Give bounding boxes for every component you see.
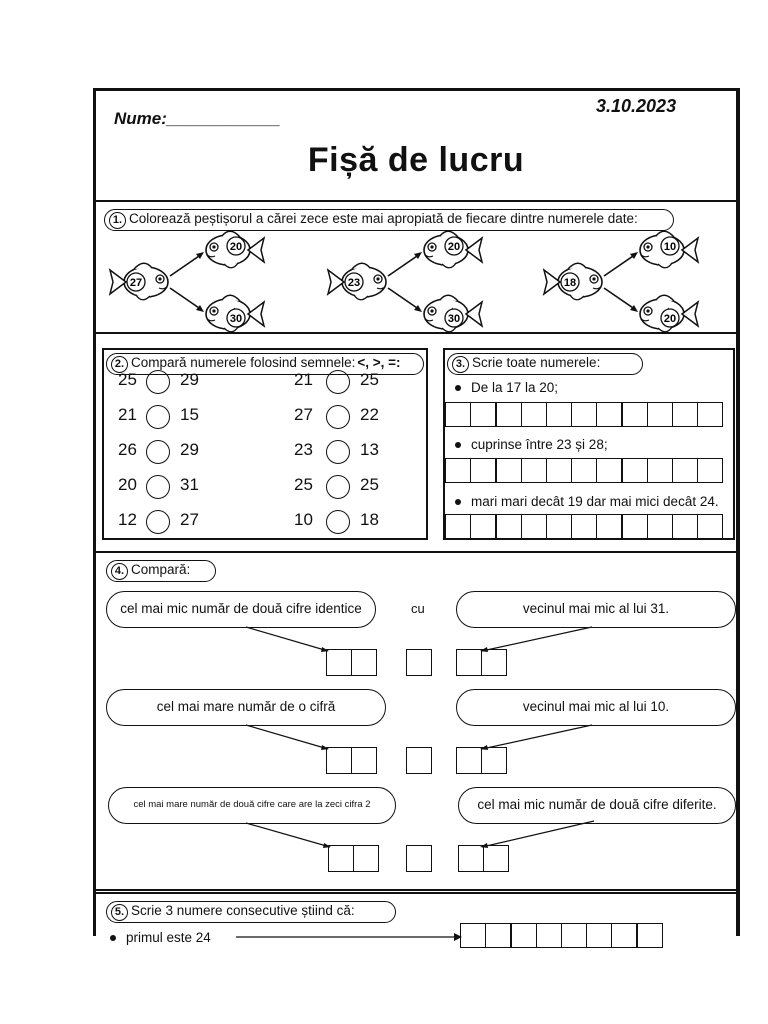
exercise-3-box bbox=[443, 348, 735, 540]
answer-box[interactable] bbox=[326, 747, 352, 774]
sign-box[interactable] bbox=[406, 649, 432, 676]
fish-bottom-number[interactable]: 30 bbox=[447, 313, 461, 325]
grid-cell[interactable] bbox=[621, 402, 647, 427]
comparison-signs: <, >, =: bbox=[357, 355, 401, 370]
grid-cell[interactable] bbox=[521, 458, 547, 483]
exercise-4-box bbox=[96, 551, 738, 891]
compare-number-left: 25 bbox=[294, 475, 313, 494]
exercise-3-instruction: 3. Scrie toate numerele: bbox=[447, 353, 643, 375]
sign-box[interactable] bbox=[406, 845, 432, 872]
answer-box[interactable] bbox=[328, 845, 354, 872]
date-label: 3.10.2023 bbox=[596, 96, 677, 116]
answer-grid-2[interactable] bbox=[445, 458, 722, 483]
answer-box[interactable] bbox=[483, 845, 509, 872]
fish-bottom-number[interactable]: 30 bbox=[229, 313, 243, 325]
answer-box[interactable] bbox=[326, 649, 352, 676]
grid-cell[interactable] bbox=[647, 402, 673, 427]
exercise-5-number: 5. bbox=[111, 904, 128, 921]
compare-sign-circle[interactable] bbox=[146, 370, 170, 394]
grid-cell[interactable] bbox=[672, 458, 698, 483]
grid-cell[interactable] bbox=[521, 514, 547, 539]
compare-number-right: 22 bbox=[360, 405, 379, 424]
exercise-4-instruction: 4. Compară: bbox=[106, 560, 216, 582]
grid-cell[interactable] bbox=[697, 402, 723, 427]
compare-number-right: 31 bbox=[180, 475, 199, 494]
grid-cell[interactable] bbox=[697, 514, 723, 539]
compare-sign-circle[interactable] bbox=[146, 440, 170, 464]
compare-number-right: 15 bbox=[180, 405, 199, 424]
answer-box[interactable] bbox=[481, 649, 507, 676]
fish-group-3 bbox=[544, 231, 698, 332]
grid-cell[interactable] bbox=[485, 923, 511, 948]
fish-main-number[interactable]: 23 bbox=[347, 277, 361, 289]
answer-box[interactable] bbox=[456, 649, 482, 676]
fish-illustrations bbox=[96, 228, 738, 336]
exercise-2-box bbox=[102, 348, 428, 540]
fish-top-number[interactable]: 20 bbox=[447, 241, 461, 253]
fish-main-number[interactable]: 27 bbox=[129, 277, 143, 289]
sign-box[interactable] bbox=[406, 747, 432, 774]
grid-cell[interactable] bbox=[621, 514, 647, 539]
grid-cell[interactable] bbox=[571, 402, 597, 427]
cu-label: cu bbox=[411, 601, 425, 616]
grid-cell[interactable] bbox=[470, 514, 496, 539]
exercise-1-number: 1. bbox=[109, 212, 126, 229]
grid-cell[interactable] bbox=[647, 514, 673, 539]
compare-number-left: 21 bbox=[118, 405, 137, 424]
fish-top-number[interactable]: 10 bbox=[663, 241, 677, 253]
compare-sign-circle[interactable] bbox=[146, 405, 170, 429]
grid-cell[interactable] bbox=[445, 402, 471, 427]
answer-grid-5[interactable] bbox=[460, 923, 662, 948]
exercise-2-number: 2. bbox=[111, 356, 128, 373]
grid-cell[interactable] bbox=[510, 923, 536, 948]
compare-number-right: 25 bbox=[360, 370, 379, 389]
answer-box[interactable] bbox=[353, 845, 379, 872]
fish-bottom-number[interactable]: 20 bbox=[663, 313, 677, 325]
compare-number-right: 27 bbox=[180, 510, 199, 529]
grid-cell[interactable] bbox=[647, 458, 673, 483]
fish-group-1 bbox=[110, 231, 264, 332]
compare-sign-circle[interactable] bbox=[326, 405, 350, 429]
compare-sign-circle[interactable] bbox=[326, 370, 350, 394]
exercise-5-box bbox=[96, 892, 738, 952]
grid-cell[interactable] bbox=[611, 923, 637, 948]
fish-group-2 bbox=[328, 231, 482, 332]
exercise-4-number: 4. bbox=[111, 563, 128, 580]
comparison-right-phrase: vecinul mai mic al lui 10. bbox=[456, 689, 736, 726]
comparison-right-phrase: vecinul mai mic al lui 31. bbox=[456, 591, 736, 628]
grid-cell[interactable] bbox=[546, 514, 572, 539]
comparison-left-phrase: cel mai mare număr de o cifră bbox=[106, 689, 386, 726]
exercise-5-instruction: 5. Scrie 3 numere consecutive știind că: bbox=[106, 901, 396, 923]
name-field-label: Nume:____________ bbox=[114, 109, 281, 128]
grid-cell[interactable] bbox=[571, 458, 597, 483]
list-item: mari mari decât 19 dar mai mici decât 24. bbox=[455, 494, 719, 509]
grid-cell[interactable] bbox=[470, 458, 496, 483]
grid-cell[interactable] bbox=[495, 514, 521, 539]
list-item: primul este 24 bbox=[110, 930, 211, 945]
grid-cell[interactable] bbox=[596, 514, 622, 539]
compare-number-left: 27 bbox=[294, 405, 313, 424]
compare-number-right: 29 bbox=[180, 440, 199, 459]
grid-cell[interactable] bbox=[546, 458, 572, 483]
grid-cell[interactable] bbox=[672, 514, 698, 539]
grid-cell[interactable] bbox=[536, 923, 562, 948]
comparison-right-phrase: cel mai mic număr de două cifre diferite. bbox=[458, 787, 736, 824]
compare-sign-circle[interactable] bbox=[326, 510, 350, 534]
exercise-3-number: 3. bbox=[452, 356, 469, 373]
grid-cell[interactable] bbox=[546, 402, 572, 427]
compare-number-left: 12 bbox=[118, 510, 137, 529]
grid-cell[interactable] bbox=[672, 402, 698, 427]
compare-sign-circle[interactable] bbox=[146, 475, 170, 499]
compare-number-left: 21 bbox=[294, 370, 313, 389]
compare-number-left: 10 bbox=[294, 510, 313, 529]
page-title: Fișă de lucru bbox=[307, 141, 525, 179]
grid-cell[interactable] bbox=[697, 458, 723, 483]
grid-cell[interactable] bbox=[636, 923, 662, 948]
exercise-2-instruction: 2. Compară numerele folosind semnele: <, >, =: bbox=[106, 353, 424, 375]
grid-cell[interactable] bbox=[596, 402, 622, 427]
compare-number-left: 26 bbox=[118, 440, 137, 459]
compare-number-left: 23 bbox=[294, 440, 313, 459]
list-item: De la 17 la 20; bbox=[455, 380, 558, 395]
compare-number-left: 25 bbox=[118, 370, 137, 389]
grid-cell[interactable] bbox=[445, 514, 471, 539]
fish-main-number[interactable]: 18 bbox=[563, 277, 577, 289]
compare-number-left: 20 bbox=[118, 475, 137, 494]
exercise-1-instruction: 1. Colorează peștișorul a cărei zece este mai apropiată de fiecare dintre numerele date: bbox=[104, 209, 674, 231]
answer-box[interactable] bbox=[351, 747, 377, 774]
grid-cell[interactable] bbox=[571, 514, 597, 539]
worksheet bbox=[93, 88, 740, 945]
answer-grid-3[interactable] bbox=[445, 514, 722, 539]
comparison-left-phrase: cel mai mare număr de două cifre care are la zeci cifra 2 bbox=[108, 787, 396, 824]
compare-number-right: 18 bbox=[360, 510, 379, 529]
grid-cell[interactable] bbox=[596, 458, 622, 483]
compare-number-right: 29 bbox=[180, 370, 199, 389]
answer-box[interactable] bbox=[481, 747, 507, 774]
grid-cell[interactable] bbox=[460, 923, 486, 948]
grid-cell[interactable] bbox=[621, 458, 647, 483]
grid-cell[interactable] bbox=[586, 923, 612, 948]
answer-box[interactable] bbox=[456, 747, 482, 774]
compare-number-right: 13 bbox=[360, 440, 379, 459]
compare-number-right: 25 bbox=[360, 475, 379, 494]
answer-box[interactable] bbox=[458, 845, 484, 872]
compare-sign-circle[interactable] bbox=[326, 475, 350, 499]
exercise-1-box bbox=[96, 200, 738, 334]
fish-top-number[interactable]: 20 bbox=[229, 241, 243, 253]
answer-grid-1[interactable] bbox=[445, 402, 722, 427]
list-item: cuprinse între 23 și 28; bbox=[455, 437, 608, 452]
grid-cell[interactable] bbox=[495, 458, 521, 483]
comparison-left-phrase: cel mai mic număr de două cifre identice bbox=[106, 591, 376, 628]
grid-cell[interactable] bbox=[521, 402, 547, 427]
grid-cell[interactable] bbox=[445, 458, 471, 483]
grid-cell[interactable] bbox=[470, 402, 496, 427]
compare-sign-circle[interactable] bbox=[146, 510, 170, 534]
grid-cell[interactable] bbox=[495, 402, 521, 427]
grid-cell[interactable] bbox=[561, 923, 587, 948]
compare-sign-circle[interactable] bbox=[326, 440, 350, 464]
arrow-line bbox=[236, 930, 466, 944]
answer-box[interactable] bbox=[351, 649, 377, 676]
